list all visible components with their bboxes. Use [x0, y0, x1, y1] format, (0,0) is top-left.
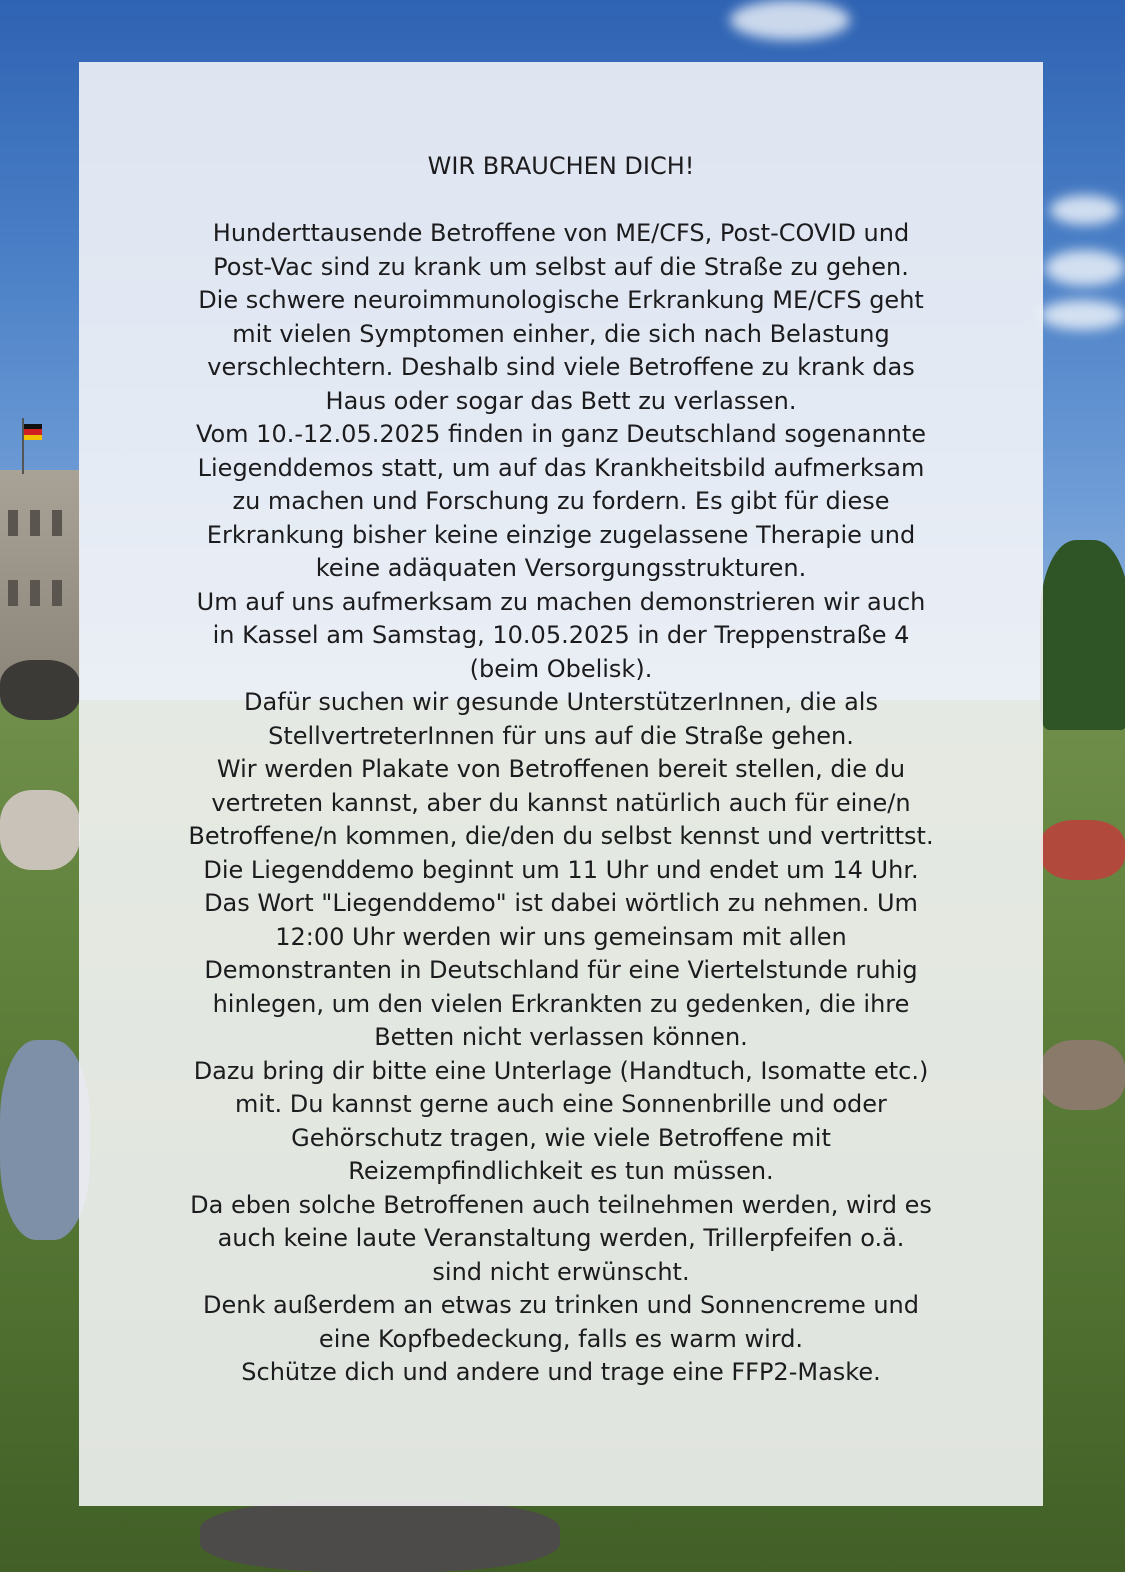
cloud	[1050, 195, 1120, 225]
flyer-line: verschlechtern. Deshalb sind viele Betroffene zu krank das	[207, 353, 915, 381]
crowd	[1040, 1040, 1125, 1110]
flyer-line: Hunderttausende Betroffene von ME/CFS, Post-COVID und	[212, 219, 910, 247]
flyer-line: in Kassel am Samstag, 10.05.2025 in der Treppenstraße 4	[212, 621, 910, 649]
cloud	[1040, 300, 1125, 330]
flyer-line: eine Kopfbedeckung, falls es warm wird.	[318, 1324, 804, 1353]
building-window	[30, 510, 40, 536]
building-window	[8, 580, 18, 606]
flyer-line: Da eben solche Betroffenen auch teilnehmen werden, wird es	[190, 1190, 932, 1219]
crowd	[200, 1500, 560, 1572]
flyer-line: StellvertreterInnen für uns auf die Straße gehen.	[268, 721, 854, 750]
flyer-line: Wir werden Plakate von Betroffenen bereit stellen, die du	[216, 755, 906, 783]
flyer-line: Haus oder sogar das Bett zu verlassen.	[325, 386, 797, 415]
flyer-line: sind nicht erwünscht.	[432, 1257, 690, 1286]
german-flag-icon	[24, 424, 42, 440]
flyer-line: Die Liegenddemo beginnt um 11 Uhr und endet um 14 Uhr.	[203, 855, 919, 884]
flyer-line: Das Wort "Liegenddemo" ist dabei wörtlich zu nehmen. Um	[204, 889, 918, 917]
building-window	[52, 510, 62, 536]
flyer-line: Reizempfindlichkeit es tun müssen.	[348, 1157, 774, 1185]
flyer-title: WIR BRAUCHEN DICH!	[427, 152, 695, 180]
flyer-line: mit vielen Symptomen einher, die sich nach Belastung	[232, 319, 890, 348]
flyer-line: Post-Vac sind zu krank um selbst auf die Straße zu gehen.	[213, 252, 909, 281]
flyer-line: hinlegen, um den vielen Erkrankten zu gedenken, die ihre	[212, 989, 910, 1018]
flyer-line: Gehörschutz tragen, wie viele Betroffene mit	[291, 1123, 831, 1152]
building-window	[52, 580, 62, 606]
trees	[1040, 540, 1125, 730]
flyer-line: Vom 10.-12.05.2025 finden in ganz Deutschland sogenannte	[195, 420, 927, 448]
crowd	[1040, 820, 1125, 880]
flyer-line: (beim Obelisk).	[469, 654, 653, 683]
flyer-line: 12:00 Uhr werden wir uns gemeinsam mit allen	[275, 922, 847, 951]
flyer-line: Die schwere neuroimmunologische Erkrankung ME/CFS geht	[198, 286, 924, 314]
flyer-line: Erkrankung bisher keine einzige zugelassene Therapie und	[206, 520, 916, 549]
reichstag-building	[0, 470, 80, 690]
flyer-line: Demonstranten in Deutschland für eine Viertelstunde ruhig	[204, 956, 918, 984]
flyer-text	[79, 150, 1043, 1390]
building-window	[30, 580, 40, 606]
flyer-line: Um auf uns aufmerksam zu machen demonstrieren wir auch	[196, 587, 926, 616]
flyer-line: keine adäquaten Versorgungsstrukturen.	[315, 554, 807, 582]
flyer-line: Betten nicht verlassen können.	[374, 1023, 748, 1051]
flyer-line: Dafür suchen wir gesunde UnterstützerInnen, die als	[244, 688, 878, 716]
flyer-line: auch keine laute Veranstaltung werden, Trillerpfeifen o.ä.	[217, 1224, 905, 1252]
flyer-line: vertreten kannst, aber du kannst natürlich auch für eine/n	[211, 788, 911, 817]
cloud	[730, 0, 850, 40]
building-window	[8, 510, 18, 536]
flyer-line: Denk außerdem an etwas zu trinken und Sonnencreme und	[202, 1291, 919, 1319]
cloud	[1045, 250, 1125, 286]
flyer-line: Schütze dich und andere und trage eine FFP2-Maske.	[241, 1358, 881, 1386]
flyer-line: zu machen und Forschung zu fordern. Es gibt für diese	[232, 487, 890, 515]
flyer-line: Betroffene/n kommen, die/den du selbst kennst und vertrittst.	[188, 822, 934, 850]
crowd	[0, 660, 80, 720]
crowd	[0, 1040, 90, 1240]
flyer-line: Liegenddemos statt, um auf das Krankheitsbild aufmerksam	[197, 453, 925, 482]
crowd	[0, 790, 80, 870]
flyer-line: mit. Du kannst gerne auch eine Sonnenbrille und oder	[235, 1090, 887, 1118]
flyer-line: Dazu bring dir bitte eine Unterlage (Handtuch, Isomatte etc.)	[193, 1056, 929, 1085]
